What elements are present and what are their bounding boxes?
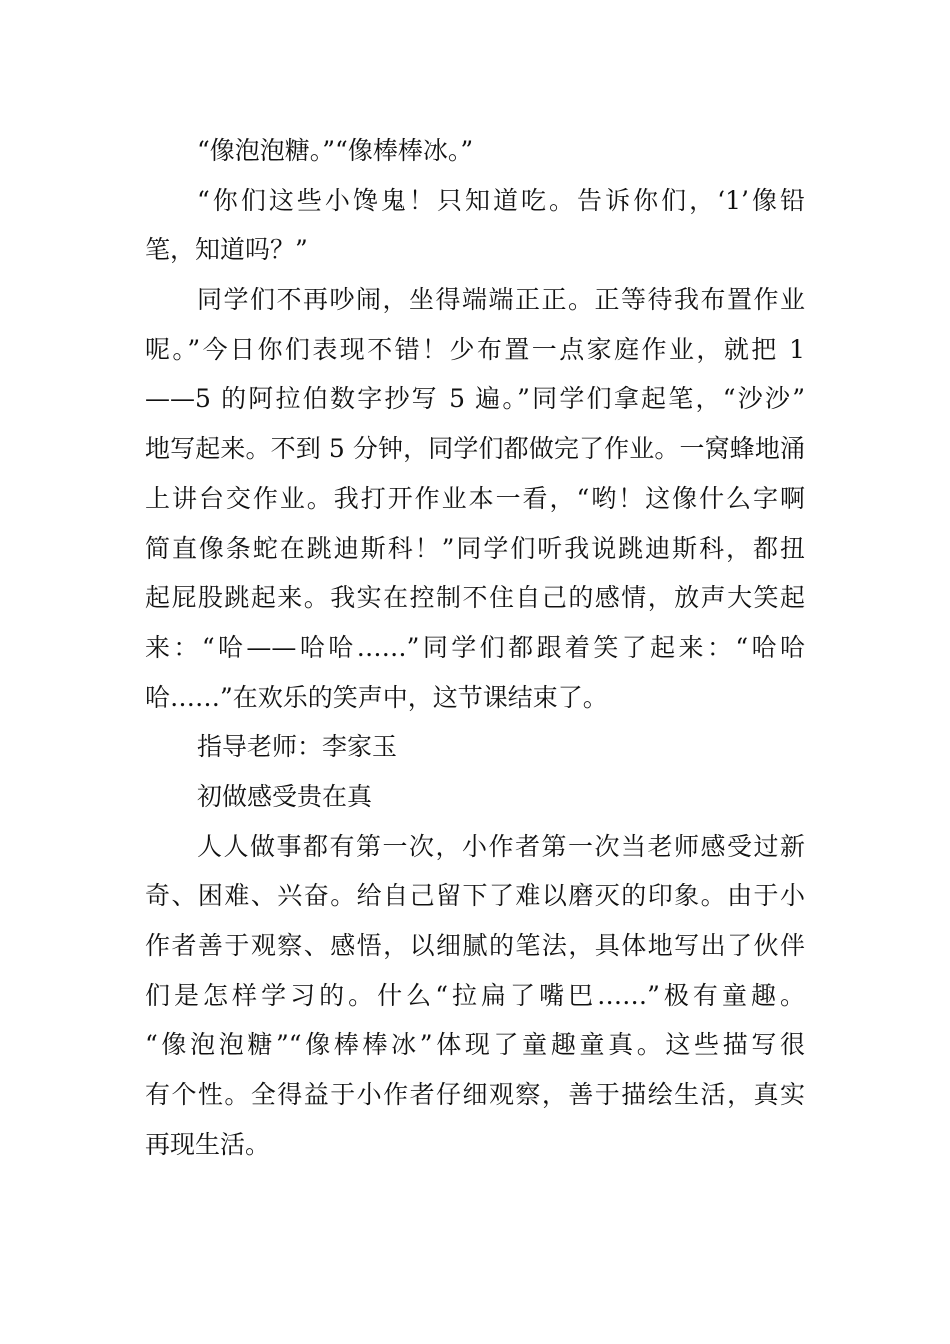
story-line: ——5 的阿拉伯数字抄写 5 遍。”同学们拿起笔，“沙沙” [145,384,805,414]
comment-line: 奇、困难、兴奋。给自己留下了难以磨灭的印象。由于小 [145,881,805,911]
story-line: 上讲台交作业。我打开作业本一看，“哟！这像什么字啊 [145,483,805,513]
comment-line: 作者善于观察、感悟，以细腻的笔法，具体地写出了伙伴 [145,931,805,960]
comment-line: 人人做事都有第一次，小作者第一次当老师感受过新 [197,831,805,861]
document-body [145,126,805,1169]
comment-line: 再现生活。 [145,1129,271,1159]
dialogue-line: “像泡泡糖。”“像棒棒冰。” [197,136,474,165]
story-line: 来：“哈——哈哈……”同学们都跟着笑了起来：“哈哈 [145,632,805,662]
story-line: 地写起来。不到 5 分钟，同学们都做完了作业。一窝蜂地涌 [145,434,805,464]
story-line: 同学们不再吵闹，坐得端端正正。正等待我布置作业 [197,285,805,315]
dialogue-line: “你们这些小馋鬼！只知道吃。告诉你们，‘1’像铅 [197,185,805,215]
comment-title: 初做感受贵在真 [197,781,373,811]
story-line: 呢。”今日你们表现不错！少布置一点家庭作业，就把 1 [145,334,805,364]
comment-line: “像泡泡糖”“像棒棒冰”体现了童趣童真。这些描写很 [145,1030,805,1060]
comment-line: 有个性。全得益于小作者仔细观察，善于描绘生活，真实 [145,1080,805,1110]
story-line: 简直像条蛇在跳迪斯科！”同学们听我说跳迪斯科，都扭 [145,533,805,563]
story-line: 起屁股跳起来。我实在控制不住自己的感情，放声大笑起 [145,583,805,613]
dialogue-line: 笔，知道吗？” [145,235,308,265]
comment-line: 们是怎样学习的。什么“拉扁了嘴巴……”极有童趣。 [145,980,805,1010]
story-line: 哈……”在欢乐的笑声中，这节课结束了。 [145,682,608,712]
teacher-credit: 指导老师：李家玉 [197,732,398,762]
